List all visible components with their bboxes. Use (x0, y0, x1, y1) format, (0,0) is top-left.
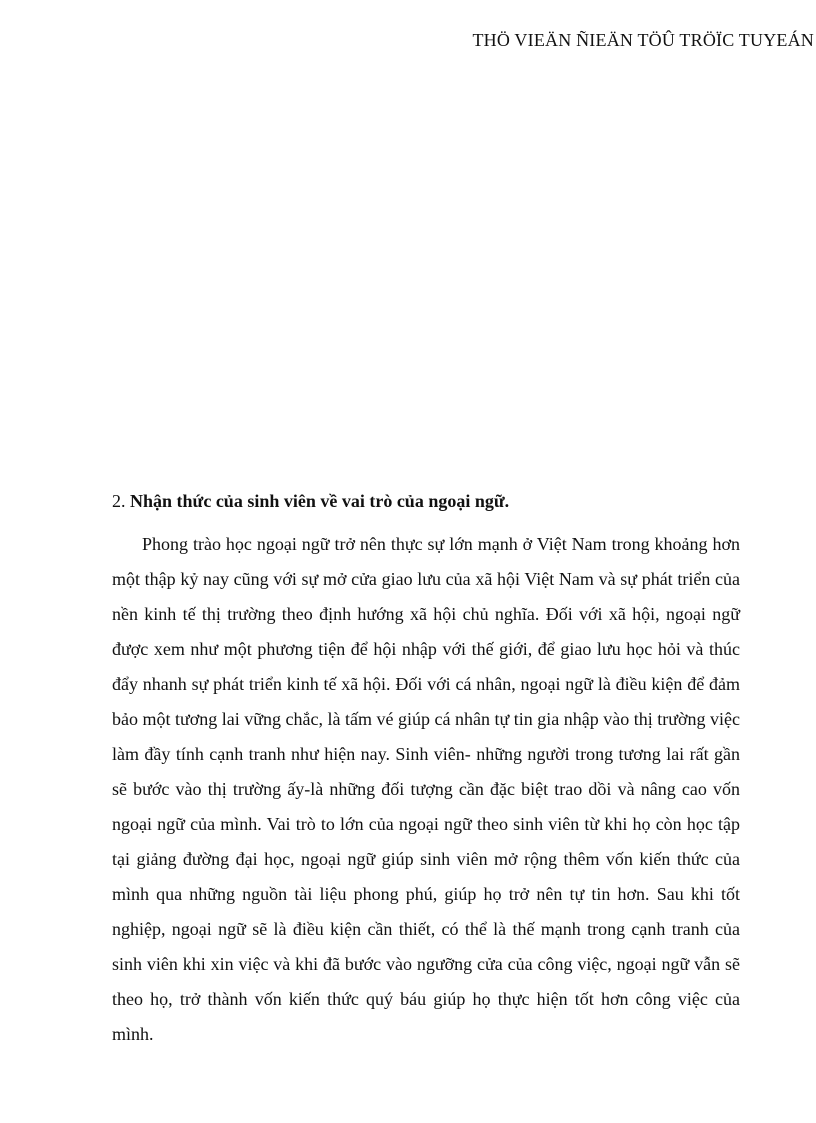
page-header: THÖ VIEÄN ÑIEÄN TÖÛ TRÖÏC TUYEÁN (472, 30, 814, 50)
section-title: Nhận thức của sinh viên về vai trò của ngoại ngữ. (130, 491, 510, 511)
document-body (112, 489, 740, 1052)
section-heading (112, 489, 740, 513)
section-number: 2. (112, 491, 126, 511)
section-paragraph: Phong trào học ngoại ngữ trở nên thực sự lớn mạnh ở Việt Nam trong khoảng hơn một thập kỷ nay cũng với sự mở cửa giao lưu của xã hội Việt Nam và sự phát triển của nền kinh tế thị trường theo định hướng xã hội chủ nghĩa. Đối với xã hội, ngoại ngữ được xem như một phương tiện để hội nhập với thế giới, để giao lưu học hỏi và thúc đẩy nhanh sự phát triển kinh tế xã hội. Đối với cá nhân, ngoại ngữ là điều kiện để đảm bảo một tương lai vững chắc, là tấm vé giúp cá nhân tự tin gia nhập vào thị trường việc làm đầy tính cạnh tranh như hiện nay. Sinh viên- những người trong tương lai rất gần sẽ bước vào thị trường ấy-là những đối tượng cần đặc biệt trao dồi và nâng cao vốn ngoại ngữ của mình. Vai trò to lớn của ngoại ngữ theo sinh viên từ khi họ còn học tập tại giảng đường đại học, ngoại ngữ giúp sinh viên mở rộng thêm vốn kiến thức của mình qua những nguồn tài liệu phong phú, giúp họ trở nên tự tin hơn. Sau khi tốt nghiệp, ngoại ngữ sẽ là điều kiện cần thiết, có thể là thế mạnh trong cạnh tranh của sinh viên khi xin việc và khi đã bước vào ngưỡng cửa của công việc, ngoại ngữ vẫn sẽ theo họ, trở thành vốn kiến thức quý báu giúp họ thực hiện tốt hơn công việc của mình. (112, 534, 740, 1044)
